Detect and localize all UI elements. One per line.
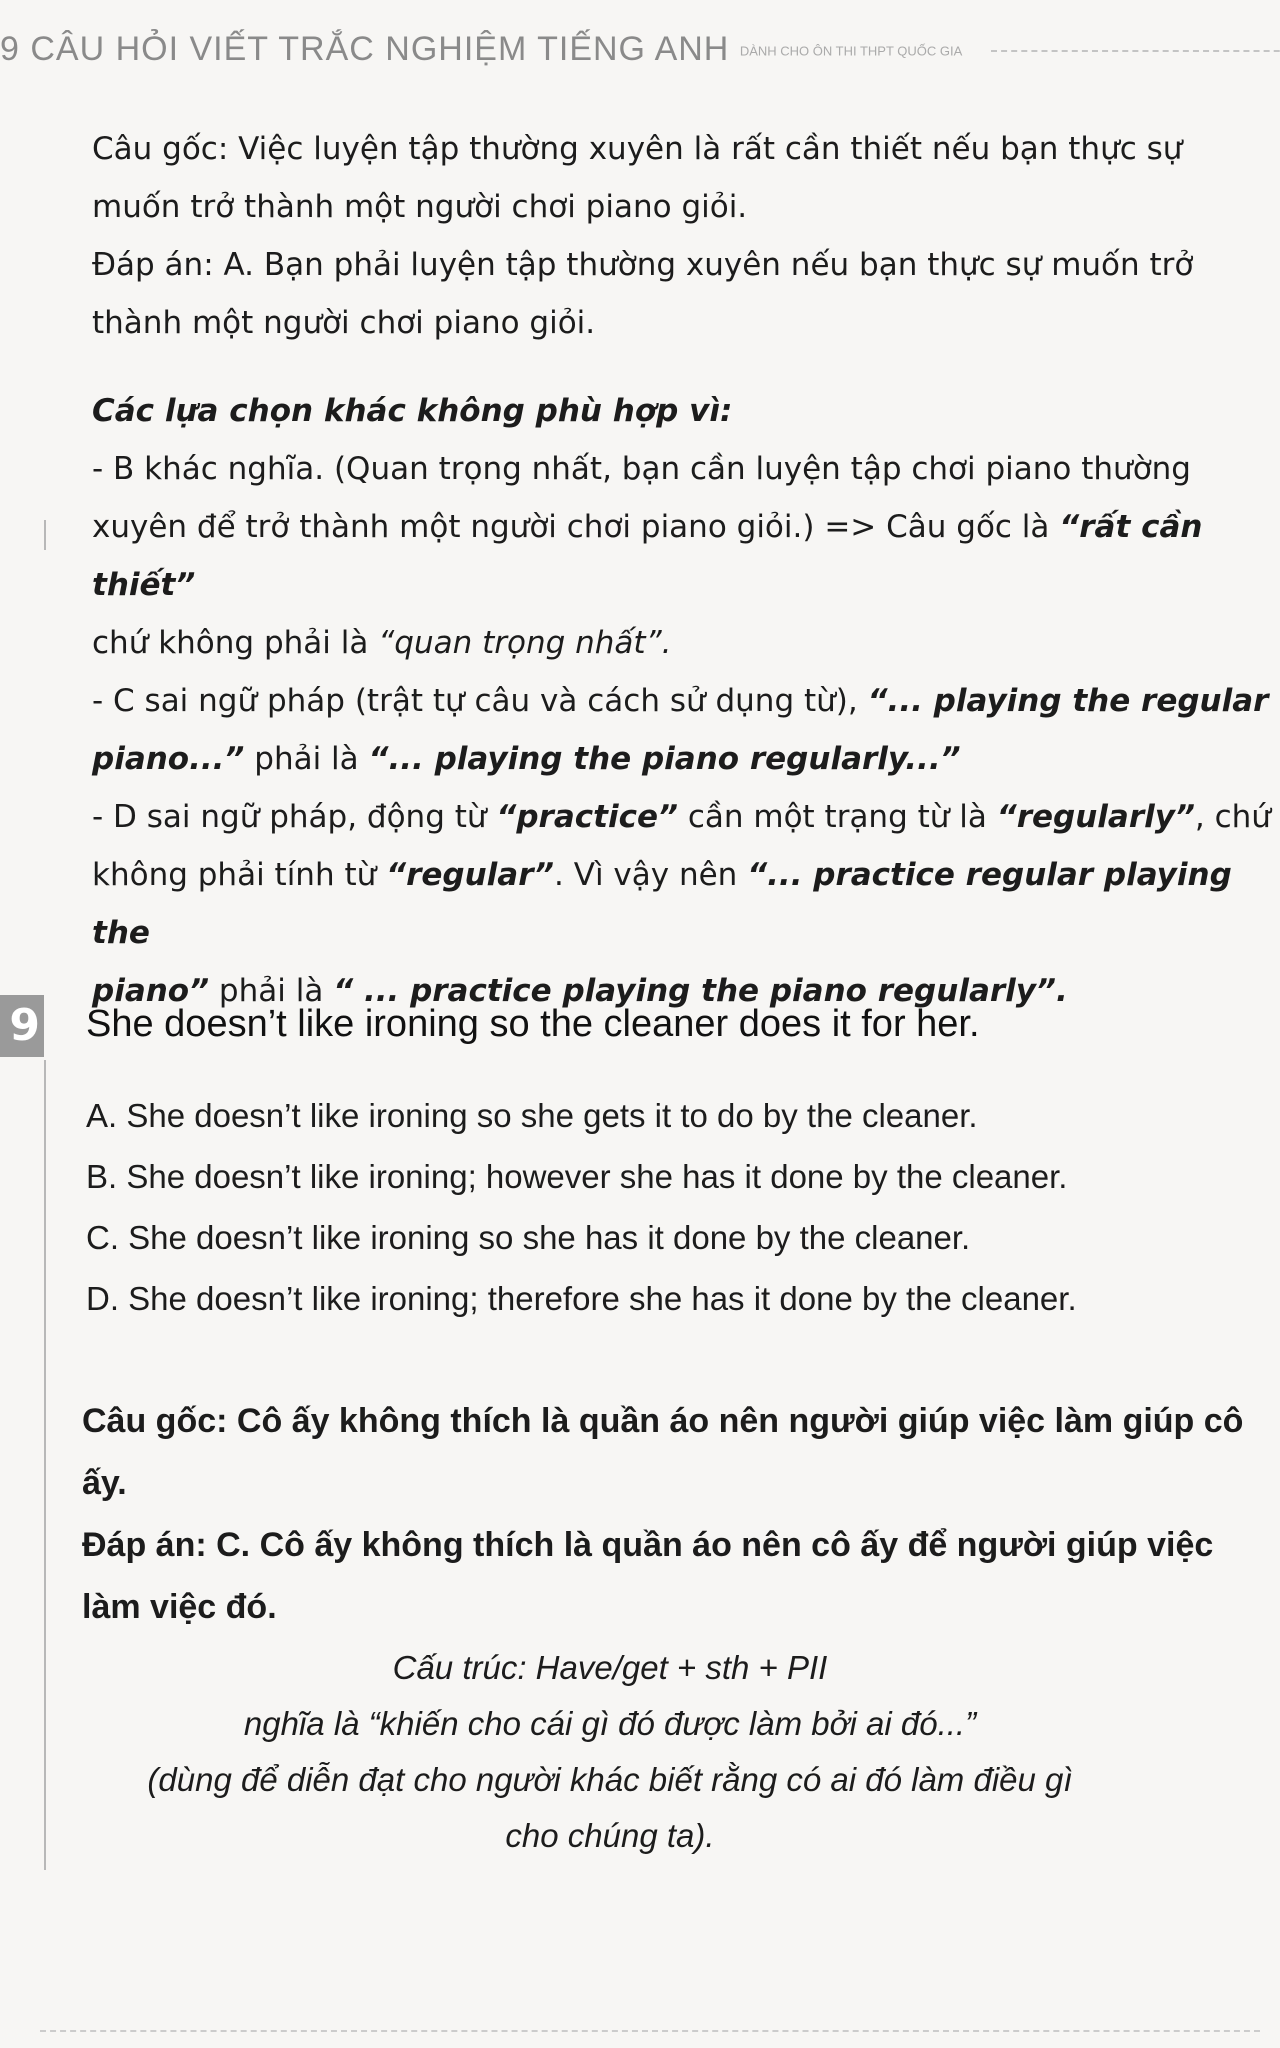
other-options-block — [92, 382, 1280, 1020]
option-b: B. She doesn’t like ironing; however she has it done by the cleaner. — [86, 1158, 1068, 1195]
footer-rule — [40, 2030, 1260, 2032]
answer-text-cont: thành một người chơi piano giỏi. — [92, 305, 596, 341]
option-d-mid1: cần một trạng từ là — [677, 799, 997, 835]
option-d-q1: “practice” — [496, 799, 678, 835]
option-c-connector: phải là — [244, 741, 369, 777]
header-rule — [991, 50, 1280, 52]
answer-text: Bạn phải luyện tập thường xuyên nếu bạn thực sự muốn trở — [263, 247, 1194, 283]
structure-line-1: Cấu trúc: Have/get + sth + PII — [392, 1649, 828, 1686]
source-label: Câu gốc: — [92, 131, 229, 167]
option-c: C. She doesn’t like ironing so she has it done by the cleaner. — [86, 1219, 971, 1256]
option-d-mid2: , chứ — [1194, 799, 1271, 835]
option-b-reason: - B khác nghĩa. (Quan trọng nhất, bạn cần luyện tập chơi piano thường — [92, 451, 1191, 487]
option-b-reason-cont: xuyên để trở thành một người chơi piano giỏi.) => Câu gốc là — [92, 509, 1060, 545]
source-text-cont: muốn trở thành một người chơi piano giỏi. — [92, 189, 748, 225]
option-d-q4-end: piano” — [92, 973, 210, 1009]
explanation-answer: Đáp án: C. Cô ấy không thích là quần áo nên cô ấy để người giúp việc — [82, 1526, 1214, 1564]
grammar-structure-note — [110, 1640, 1110, 1864]
option-b-quote: “rất cần thiết” — [92, 509, 1203, 603]
structure-line-2: nghĩa là “khiến cho cái gì đó được làm bởi ai đó...” — [243, 1705, 977, 1742]
explanation-source: Câu gốc: Cô ấy không thích là quần áo nên người giúp việc làm giúp cô ấy. — [82, 1402, 1244, 1502]
structure-line-4: cho chúng ta). — [505, 1817, 715, 1854]
option-c-quote-end: piano...” — [92, 741, 245, 777]
structure-line-3: (dùng để diễn đạt cho người khác biết rằng có ai đó làm điều gì — [147, 1761, 1073, 1798]
running-header — [0, 30, 1280, 70]
question-side-rule — [44, 1060, 46, 1870]
explanation-answer-cont: làm việc đó. — [82, 1588, 277, 1626]
answer-options — [86, 1085, 1077, 1329]
option-c-quote: “... playing the regular — [867, 683, 1269, 719]
option-d: D. She doesn’t like ironing; therefore she has it done by the cleaner. — [86, 1280, 1077, 1317]
option-d-q4: “... practice regular playing the — [92, 857, 1232, 951]
option-a: A. She doesn’t like ironing so she gets it to do by the cleaner. — [86, 1097, 978, 1134]
margin-rule — [44, 520, 46, 550]
question-number-badge: 9 — [0, 995, 44, 1057]
explanation-block — [82, 1390, 1280, 1638]
option-d-q5: “ ... practice playing the piano regularly”. — [333, 973, 1068, 1009]
answer-label: Đáp án: A. — [92, 247, 255, 283]
option-d-mid4: phải là — [209, 973, 334, 1009]
prev-source-block — [92, 120, 1193, 352]
option-d-q3: “regular” — [386, 857, 555, 893]
option-b-reason-end: chứ không phải là — [92, 625, 379, 661]
option-d-reason-cont: không phải tính từ — [92, 857, 387, 893]
option-d-q2: “regularly” — [996, 799, 1195, 835]
option-d-mid3: . Vì vậy nên — [554, 857, 748, 893]
option-c-reason: - C sai ngữ pháp (trật tự câu và cách sử dụng từ), — [92, 683, 868, 719]
source-text: Việc luyện tập thường xuyên là rất cần thiết nếu bạn thực sự — [238, 131, 1183, 167]
other-options-heading: Các lựa chọn khác không phù hợp vì: — [92, 393, 733, 429]
option-c-correction: “... playing the piano regularly...” — [368, 741, 961, 777]
header-subtitle: DÀNH CHO ÔN THI THPT QUỐC GIA — [739, 43, 963, 59]
option-d-reason: - D sai ngữ pháp, động từ — [92, 799, 497, 835]
question-stem: She doesn’t like ironing so the cleaner does it for her. — [86, 1003, 980, 1045]
option-b-quote2: “quan trọng nhất”. — [378, 625, 672, 661]
header-title: 9 CÂU HỎI VIẾT TRẮC NGHIỆM TIẾNG ANH — [0, 30, 730, 68]
